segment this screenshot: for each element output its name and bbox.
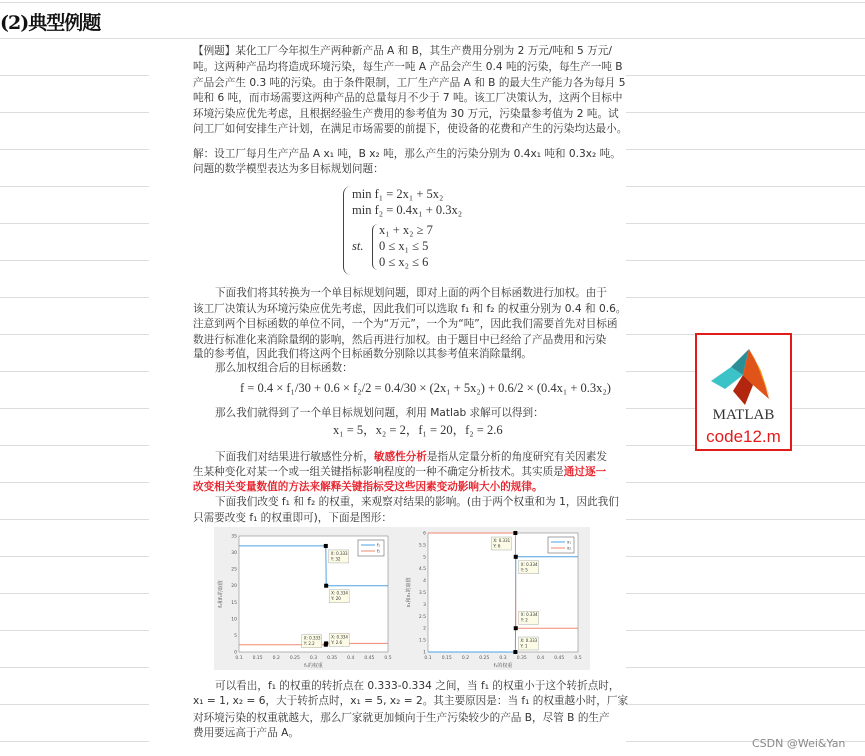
rule-line <box>0 445 149 446</box>
y-tick-label: 5 <box>423 555 426 561</box>
y-tick-label: 6 <box>423 531 426 537</box>
text: 是指从定量分析的角度研究有关因素发 <box>426 451 607 463</box>
legend-label: x₂ <box>567 545 571 551</box>
x-tick-label: 0.5 <box>384 656 392 661</box>
text-line: 吨和 6 吨，而市场需要这两种产品的总量每月不少于 7 吨。该工厂决策认为，这两个目标中 <box>193 92 623 104</box>
y-axis-label: f₁和f₂的取值 <box>218 580 224 608</box>
y-axis-label: x₁和x₂的取值 <box>406 577 412 608</box>
legend-label: f₁ <box>377 542 381 548</box>
x-tick-label: 0.15 <box>252 656 263 661</box>
watermark: CSDN @Wei&Yan <box>752 737 846 750</box>
highlight-term: 敏感性分析 <box>373 451 427 463</box>
y-tick-label: 2 <box>423 626 426 632</box>
rule-line <box>626 297 865 298</box>
x-tick-label: 0.15 <box>441 656 452 661</box>
rule-line <box>0 482 149 483</box>
matlab-logo-text: MATLAB <box>712 407 775 423</box>
text-line: 吨。这两种产品均将造成环境污染，每生产一吨 A 产品会产生 0.4 吨的污染，每生产一吨 B <box>193 61 623 73</box>
datatip-y: Y: 2.6 <box>331 639 343 645</box>
rule-line <box>0 556 149 557</box>
datatip-marker <box>324 584 328 588</box>
y-tick-label: 5.5 <box>418 543 426 549</box>
y-tick-label: 35 <box>231 534 237 540</box>
datatip-marker <box>514 555 518 559</box>
constraint-2: 0 ≤ x₁ ≤ 5 <box>379 239 429 253</box>
rule-line <box>626 704 865 705</box>
y-tick-label: 4.5 <box>418 567 426 573</box>
solution-result: x₁ = 5，x₂ = 2，f₁ = 20，f₂ = 2.6 <box>333 423 503 437</box>
text-line: 问工厂如何安排生产计划，在满足市场需要的前提下，使设备的花费和产生的污染均达最小。 <box>193 123 628 135</box>
text-line: 产品会产生 0.3 吨的污染。由于条件限制，工厂生产产品 A 和 B 的最大生产能力各为每月 5 <box>193 77 626 89</box>
x-tick-label: 0.5 <box>574 656 582 661</box>
objective-2: min f₂ = 0.4x₁ + 0.3x₂ <box>352 203 463 217</box>
x-tick-label: 0.25 <box>479 656 490 661</box>
rule-line <box>0 408 149 409</box>
rule-line <box>0 741 149 742</box>
rule-line <box>0 667 149 668</box>
datatip-x: X: 0.334 <box>331 634 348 640</box>
datatip-x: X: 0.333 <box>303 635 321 641</box>
rule-line <box>626 630 865 631</box>
text-line: 注意到两个目标函数的单位不同，一个为“万元”，一个为“吨”，因此我们需要首先对目标函 <box>193 318 618 330</box>
datatip-x: X: 0.331 <box>493 538 511 543</box>
y-tick-label: 0 <box>234 650 237 656</box>
rule-line <box>0 2 865 3</box>
y-tick-label: 30 <box>231 551 237 557</box>
rule-line <box>0 260 149 261</box>
datatip-x: X: 0.334 <box>520 561 538 567</box>
weighted-formula: f = 0.4 × f₁/30 + 0.6 × f₂/2 = 0.4/30 × (2x₁ + 5x₂) + 0.6/2 × (0.4x₁ + 0.3x₂) <box>240 381 611 395</box>
matlab-logo-icon <box>709 345 781 407</box>
datatip-y: Y: 32 <box>330 556 341 562</box>
st-label: st. <box>352 239 364 253</box>
x-axis-label: f₁的权重 <box>304 663 323 669</box>
text-line: 可以看出，f₁ 的权重的转折点在 0.333-0.334 之间，当 f₁ 的权重小于这个转折点时， <box>215 680 620 692</box>
matlab-file-attachment[interactable] <box>695 333 792 451</box>
legend-label: x₁ <box>567 539 571 545</box>
datatip-marker <box>513 650 517 654</box>
x-tick-label: 0.2 <box>272 656 280 661</box>
datatip-marker <box>513 531 517 535</box>
text-line: 量的参考值，因此我们将这两个目标函数分别除以其参考值来消除量纲。 <box>193 348 532 360</box>
legend-label: f₂ <box>377 548 381 554</box>
inner-brace <box>372 224 378 270</box>
rule-line <box>626 593 865 594</box>
x-tick-label: 0.25 <box>289 656 300 661</box>
objective-1: min f₁ = 2x₁ + 5x₂ <box>352 187 444 201</box>
datatip-marker <box>514 626 518 630</box>
text-line: 数进行标准化来消除量纲的影响，然后再进行加权。由于题目中已经给了产品费用和污染 <box>193 334 607 346</box>
rule-line <box>626 519 865 520</box>
rule-line <box>626 556 865 557</box>
datatip-x: X: 0.334 <box>331 590 348 596</box>
datatip-y: Y: 5 <box>520 567 528 573</box>
rule-line <box>0 186 149 187</box>
chart-objective-values <box>214 527 402 670</box>
rule-line <box>0 371 149 372</box>
rule-line <box>626 112 865 113</box>
text-line: 【例题】某化工厂今年拟生产两种新产品 A 和 B，其生产费用分别为 2 万元/吨和 5 万元/ <box>193 45 612 57</box>
text-line: 只需要改变 f₁ 的权重即可)，下面是图形： <box>193 512 392 524</box>
rule-line <box>0 297 149 298</box>
y-tick-label: 20 <box>231 584 237 590</box>
rule-line <box>626 75 865 76</box>
text: 下面我们对结果进行敏感性分析， <box>215 451 374 463</box>
chart-figure <box>214 527 590 670</box>
x-tick-label: 0.45 <box>364 656 375 661</box>
datatip-marker <box>324 544 328 548</box>
y-tick-label: 5 <box>234 633 237 639</box>
x-tick-label: 0.35 <box>327 656 338 661</box>
constraint-1: x₁ + x₂ ≥ 7 <box>379 223 433 237</box>
rule-line <box>626 260 865 261</box>
rule-line <box>0 334 149 335</box>
datatip-y: Y: 2.2 <box>303 641 315 647</box>
datatip-y: Y: 1 <box>520 643 528 649</box>
rule-line <box>626 223 865 224</box>
x-tick-label: 0.2 <box>461 656 470 661</box>
text-line: 那么加权组合后的目标函数： <box>215 362 353 374</box>
solution-line: 问题的数学模型表达为多目标规划问题： <box>193 163 384 175</box>
chart-decision-variables <box>402 527 590 670</box>
x-tick-label: 0.35 <box>516 656 527 661</box>
rule-line <box>626 482 865 483</box>
text-line: 对环境污染的权重就越大，那么厂家就更加倾向于生产污染较少的产品 B，尽管 B 的生产 <box>193 712 610 724</box>
rule-line <box>626 667 865 668</box>
datatip-y: Y: 20 <box>331 596 341 602</box>
text-line <box>215 450 607 464</box>
y-tick-label: 3 <box>423 602 426 608</box>
y-tick-label: 1 <box>423 650 426 656</box>
constraint-3: 0 ≤ x₂ ≤ 6 <box>379 255 429 269</box>
text-line: 下面我们将其转换为一个单目标规划问题，即对上面的两个目标函数进行加权。由于 <box>215 287 607 299</box>
x-tick-label: 0.1 <box>424 656 432 661</box>
x-tick-label: 0.3 <box>309 656 318 661</box>
rule-line <box>0 630 149 631</box>
y-tick-label: 4 <box>423 579 426 585</box>
section-heading: (2)典型例题 <box>0 12 101 34</box>
datatip-x: X: 0.333 <box>520 638 538 643</box>
outer-brace <box>343 186 351 275</box>
y-tick-label: 1.5 <box>418 638 426 644</box>
highlight-text: 通过逐一 <box>563 466 607 478</box>
y-tick-label: 25 <box>231 567 237 573</box>
rule-line <box>0 593 149 594</box>
datatip-y: Y: 6 <box>493 543 501 549</box>
y-tick-label: 3.5 <box>418 591 426 596</box>
rule-line <box>0 75 149 76</box>
datatip-marker <box>324 641 328 645</box>
datatip-y: Y: 2 <box>520 617 528 623</box>
y-tick-label: 10 <box>231 617 237 623</box>
text-line <box>193 465 606 479</box>
text-line: 费用要远高于产品 A。 <box>193 727 299 739</box>
solution-line: 解：设工厂每月生产产品 A x₁ 吨，B x₂ 吨，那么产生的污染分别为 0.4x₁ 吨和 0.3x₂ 吨。 <box>193 148 621 160</box>
y-tick-label: 15 <box>231 600 237 606</box>
datatip-x: X: 0.333 <box>330 550 348 556</box>
file-name: code12.m <box>706 427 781 446</box>
text-line: 该工厂决策认为环境污染应优先考虑，因此我们可以选取 f₁ 和 f₂ 的权重分别为 0.4 和 0.6。 <box>193 303 627 315</box>
text-line: 下面我们改变 f₁ 和 f₂ 的权重，来观察对结果的影响。(由于两个权重和为 1，因此我们 <box>215 496 619 508</box>
rule-line <box>626 149 865 150</box>
x-axis-label: f₁的权重 <box>493 663 513 669</box>
highlight-text: 改变相关变量数值的方法来解释关键指标受这些因素变动影响大小的规律。 <box>193 481 543 493</box>
rule-line <box>0 519 149 520</box>
x-tick-label: 0.45 <box>554 656 565 661</box>
legend-box <box>358 540 384 556</box>
text-line: x₁ = 1, x₂ = 6，大于转折点时，x₁ = 5, x₂ = 2。其主要原因是：当 f₁ 的权重越小时，厂家 <box>193 695 629 707</box>
x-tick-label: 0.4 <box>347 656 355 661</box>
rule-line <box>0 704 149 705</box>
text: 生某种变化对某一个或一组关键指标影响程度的一种不确定分析技术。其实质是 <box>193 466 564 478</box>
x-tick-label: 0.3 <box>499 656 507 661</box>
y-tick-label: 2.5 <box>418 614 426 620</box>
rule-line <box>0 223 149 224</box>
x-tick-label: 0.4 <box>536 656 545 661</box>
rule-line <box>0 149 149 150</box>
x-tick-label: 0.1 <box>235 656 243 661</box>
datatip-x: X: 0.334 <box>520 612 538 618</box>
rule-line <box>0 38 865 39</box>
rule-line <box>626 186 865 187</box>
text-line: 环境污染应优先考虑，且根据经验生产费用的参考值为 30 万元，污染量参考值为 2 吨。试 <box>193 108 619 120</box>
text-line: 那么我们就得到了一个单目标规划问题，利用 Matlab 求解可以得到： <box>215 407 544 419</box>
rule-line <box>0 112 149 113</box>
